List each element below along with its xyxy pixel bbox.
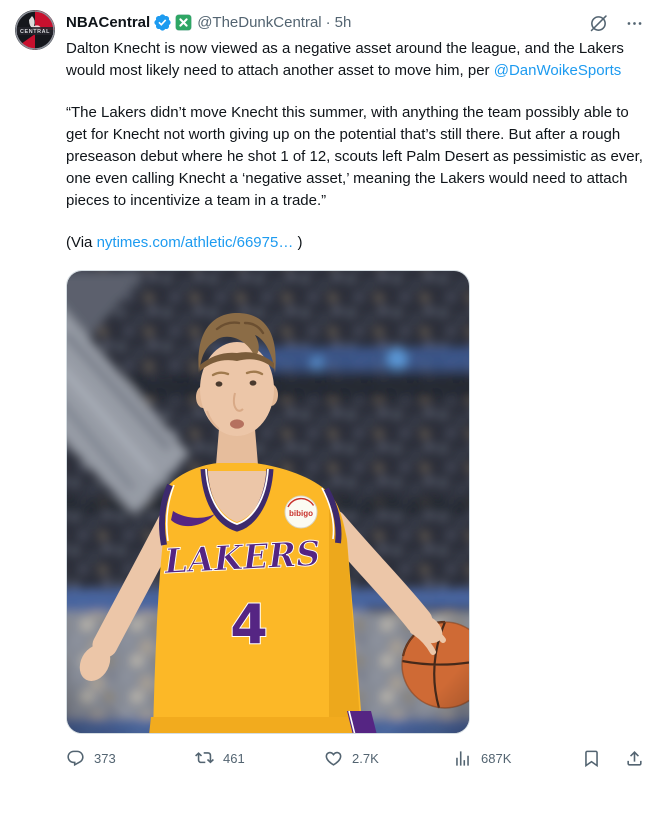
action-end-group <box>582 749 644 768</box>
tweet-paragraph-1 <box>66 38 644 82</box>
player-photo-illustration <box>67 271 470 734</box>
grok-actions-button[interactable] <box>588 13 609 34</box>
repost-button[interactable] <box>195 749 324 768</box>
share-button[interactable] <box>625 749 644 768</box>
repost-icon <box>195 749 214 768</box>
tweet-text <box>66 38 644 254</box>
reply-button[interactable] <box>66 749 195 768</box>
views-icon <box>453 749 472 768</box>
like-button[interactable] <box>324 749 453 768</box>
verified-icon <box>153 13 172 32</box>
via-line <box>66 232 644 254</box>
affiliate-badge-icon[interactable] <box>175 14 192 31</box>
nba-central-logo-icon <box>15 10 55 50</box>
avatar[interactable] <box>15 10 55 50</box>
more-icon <box>625 14 644 33</box>
mention-link[interactable]: @DanWoikeSports <box>493 62 622 79</box>
bookmark-button[interactable] <box>582 749 601 768</box>
like-count: 2.7K <box>352 751 379 766</box>
via-prefix: (Via <box>66 234 97 251</box>
tweet-action-bar <box>66 749 644 768</box>
avatar-text: CENTRAL <box>20 29 50 36</box>
tweet-photo[interactable] <box>66 270 470 734</box>
tweet-header <box>66 10 644 34</box>
separator-dot: · <box>325 13 331 31</box>
tweet-quote: “The Lakers didn’t move Knecht this summer, with anything the team possibly able to get for Knecht not worth giving up on the potential that’s still there. But after a rough preseason debut where he shot 1 of 12, scouts left Palm Desert as pessimistic as ever, one even calling Knecht a ‘negative asset,’ meaning the Lakers would need to attach pieces to incentivize a team in a trade.” <box>66 104 643 209</box>
grok-icon <box>588 13 609 34</box>
user-handle[interactable]: @TheDunkCentral <box>197 13 322 31</box>
views-count: 687K <box>481 751 512 766</box>
reply-count: 373 <box>94 751 116 766</box>
tweet-text-run: Dalton Knecht is now viewed as a negative asset around the league, and the Lakers would most likely need to attach another asset to move him, per <box>66 40 624 79</box>
handle-group <box>197 14 351 31</box>
timestamp[interactable]: 5h <box>334 13 352 31</box>
more-button[interactable] <box>625 14 644 33</box>
repost-count: 461 <box>223 751 245 766</box>
via-link[interactable]: nytimes.com/athletic/66975… <box>96 234 294 251</box>
share-icon <box>625 749 644 768</box>
views-button[interactable] <box>453 749 582 768</box>
like-icon <box>324 749 343 768</box>
reply-icon <box>66 749 85 768</box>
bookmark-icon <box>582 749 601 768</box>
display-name[interactable]: NBACentral <box>66 13 151 31</box>
header-actions <box>588 13 644 34</box>
via-suffix: ) <box>293 234 303 251</box>
